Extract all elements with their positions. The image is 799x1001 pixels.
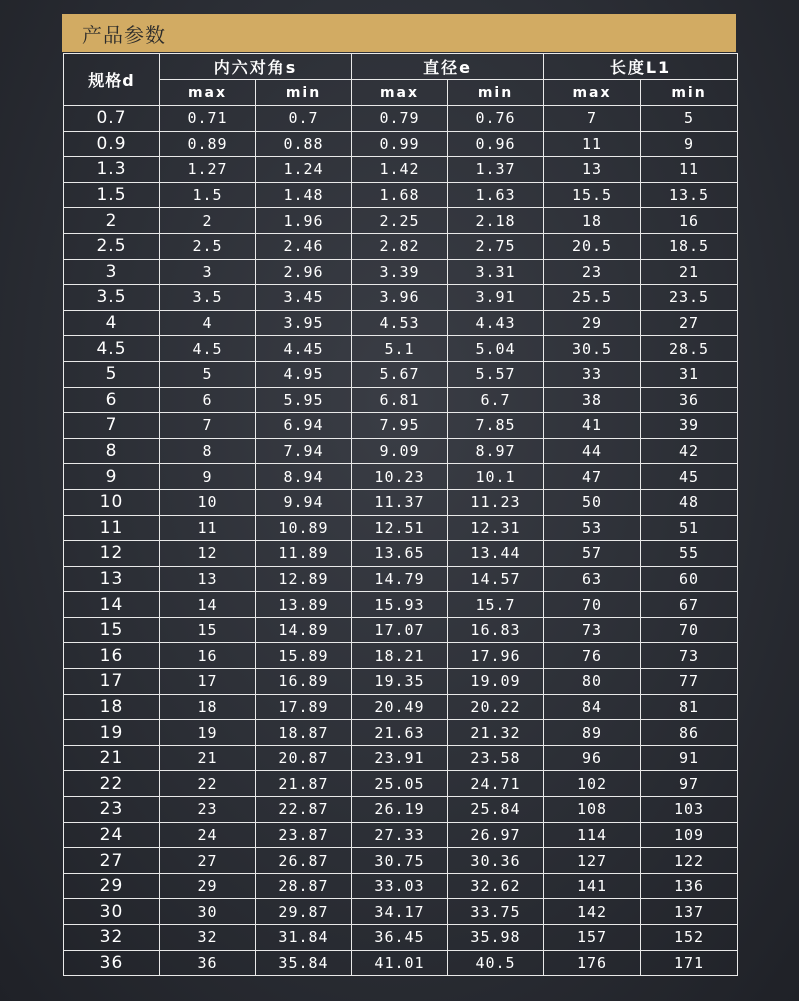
e-min-cell: 4.43 bbox=[448, 310, 544, 336]
l1-max-cell: 11 bbox=[544, 131, 641, 157]
s-min-cell: 21.87 bbox=[256, 771, 352, 797]
s-min-cell: 14.89 bbox=[256, 617, 352, 643]
table-row bbox=[64, 336, 738, 362]
s-max-cell: 36 bbox=[160, 950, 256, 976]
s-min-cell: 35.84 bbox=[256, 950, 352, 976]
s-max-cell: 3 bbox=[160, 259, 256, 285]
s-max-cell: 23 bbox=[160, 797, 256, 823]
spec-d-cell: 8 bbox=[64, 438, 160, 464]
e-max-cell: 41.01 bbox=[352, 950, 448, 976]
table-row bbox=[64, 208, 738, 234]
spec-d-cell: 10 bbox=[64, 489, 160, 515]
l1-min-cell: 103 bbox=[641, 797, 738, 823]
e-max-cell: 30.75 bbox=[352, 848, 448, 874]
spec-d-cell: 0.7 bbox=[64, 106, 160, 132]
e-max-cell: 11.37 bbox=[352, 489, 448, 515]
s-min-cell: 3.95 bbox=[256, 310, 352, 336]
e-max-cell: 0.99 bbox=[352, 131, 448, 157]
e-min-cell: 8.97 bbox=[448, 438, 544, 464]
spec-d-cell: 30 bbox=[64, 899, 160, 925]
e-min-cell: 0.76 bbox=[448, 106, 544, 132]
l1-min-cell: 55 bbox=[641, 541, 738, 567]
e-min-cell: 2.75 bbox=[448, 233, 544, 259]
e-max-cell: 1.68 bbox=[352, 182, 448, 208]
e-min-cell: 11.23 bbox=[448, 489, 544, 515]
subheader-max: max bbox=[544, 80, 641, 106]
l1-min-cell: 28.5 bbox=[641, 336, 738, 362]
l1-min-cell: 109 bbox=[641, 822, 738, 848]
s-max-cell: 0.89 bbox=[160, 131, 256, 157]
l1-min-cell: 51 bbox=[641, 515, 738, 541]
spec-header: 规格d bbox=[64, 54, 160, 106]
spec-d-cell: 13 bbox=[64, 566, 160, 592]
e-min-cell: 10.1 bbox=[448, 464, 544, 490]
header-row-groups bbox=[64, 54, 738, 80]
e-max-cell: 36.45 bbox=[352, 925, 448, 951]
header-row-subheaders bbox=[64, 80, 738, 106]
spec-d-cell: 14 bbox=[64, 592, 160, 618]
l1-max-cell: 33 bbox=[544, 361, 641, 387]
table-row bbox=[64, 848, 738, 874]
table-row bbox=[64, 797, 738, 823]
spec-d-cell: 9 bbox=[64, 464, 160, 490]
spec-d-cell: 0.9 bbox=[64, 131, 160, 157]
table-row bbox=[64, 464, 738, 490]
l1-max-cell: 44 bbox=[544, 438, 641, 464]
l1-max-cell: 141 bbox=[544, 873, 641, 899]
spec-d-cell: 22 bbox=[64, 771, 160, 797]
spec-d-cell: 29 bbox=[64, 873, 160, 899]
s-max-cell: 19 bbox=[160, 720, 256, 746]
l1-min-cell: 11 bbox=[641, 157, 738, 183]
spec-d-cell: 3 bbox=[64, 259, 160, 285]
s-max-cell: 5 bbox=[160, 361, 256, 387]
table-row bbox=[64, 489, 738, 515]
table-row bbox=[64, 720, 738, 746]
s-max-cell: 29 bbox=[160, 873, 256, 899]
s-min-cell: 26.87 bbox=[256, 848, 352, 874]
l1-min-cell: 18.5 bbox=[641, 233, 738, 259]
l1-min-cell: 77 bbox=[641, 669, 738, 695]
table-row bbox=[64, 515, 738, 541]
s-min-cell: 29.87 bbox=[256, 899, 352, 925]
e-max-cell: 2.82 bbox=[352, 233, 448, 259]
s-max-cell: 2.5 bbox=[160, 233, 256, 259]
l1-min-cell: 5 bbox=[641, 106, 738, 132]
e-min-cell: 12.31 bbox=[448, 515, 544, 541]
s-max-cell: 1.27 bbox=[160, 157, 256, 183]
spec-d-cell: 16 bbox=[64, 643, 160, 669]
s-max-cell: 2 bbox=[160, 208, 256, 234]
table-row bbox=[64, 233, 738, 259]
s-min-cell: 4.45 bbox=[256, 336, 352, 362]
spec-d-cell: 7 bbox=[64, 413, 160, 439]
spec-d-cell: 11 bbox=[64, 515, 160, 541]
e-min-cell: 1.63 bbox=[448, 182, 544, 208]
e-max-cell: 19.35 bbox=[352, 669, 448, 695]
l1-min-cell: 86 bbox=[641, 720, 738, 746]
spec-d-cell: 5 bbox=[64, 361, 160, 387]
table-row bbox=[64, 822, 738, 848]
l1-max-cell: 57 bbox=[544, 541, 641, 567]
l1-min-cell: 137 bbox=[641, 899, 738, 925]
s-max-cell: 12 bbox=[160, 541, 256, 567]
s-max-cell: 15 bbox=[160, 617, 256, 643]
e-max-cell: 26.19 bbox=[352, 797, 448, 823]
l1-min-cell: 136 bbox=[641, 873, 738, 899]
spec-d-cell: 4 bbox=[64, 310, 160, 336]
l1-max-cell: 89 bbox=[544, 720, 641, 746]
table-row bbox=[64, 361, 738, 387]
table-row bbox=[64, 310, 738, 336]
s-min-cell: 13.89 bbox=[256, 592, 352, 618]
subheader-max: max bbox=[160, 80, 256, 106]
l1-max-cell: 70 bbox=[544, 592, 641, 618]
s-max-cell: 30 bbox=[160, 899, 256, 925]
table-row bbox=[64, 592, 738, 618]
table-row bbox=[64, 643, 738, 669]
l1-min-cell: 9 bbox=[641, 131, 738, 157]
l1-max-cell: 63 bbox=[544, 566, 641, 592]
s-min-cell: 0.7 bbox=[256, 106, 352, 132]
s-max-cell: 1.5 bbox=[160, 182, 256, 208]
spec-d-cell: 1.5 bbox=[64, 182, 160, 208]
s-min-cell: 22.87 bbox=[256, 797, 352, 823]
spec-d-cell: 18 bbox=[64, 694, 160, 720]
l1-min-cell: 81 bbox=[641, 694, 738, 720]
subheader-min: min bbox=[448, 80, 544, 106]
spec-d-cell: 15 bbox=[64, 617, 160, 643]
s-min-cell: 16.89 bbox=[256, 669, 352, 695]
l1-min-cell: 122 bbox=[641, 848, 738, 874]
spec-d-cell: 12 bbox=[64, 541, 160, 567]
table-row bbox=[64, 157, 738, 183]
e-max-cell: 21.63 bbox=[352, 720, 448, 746]
l1-max-cell: 20.5 bbox=[544, 233, 641, 259]
l1-max-cell: 114 bbox=[544, 822, 641, 848]
s-max-cell: 4.5 bbox=[160, 336, 256, 362]
table-row bbox=[64, 669, 738, 695]
e-min-cell: 35.98 bbox=[448, 925, 544, 951]
e-min-cell: 19.09 bbox=[448, 669, 544, 695]
l1-max-cell: 41 bbox=[544, 413, 641, 439]
s-min-cell: 10.89 bbox=[256, 515, 352, 541]
spec-d-cell: 32 bbox=[64, 925, 160, 951]
e-max-cell: 5.67 bbox=[352, 361, 448, 387]
table-row bbox=[64, 694, 738, 720]
s-min-cell: 7.94 bbox=[256, 438, 352, 464]
l1-min-cell: 27 bbox=[641, 310, 738, 336]
s-min-cell: 1.48 bbox=[256, 182, 352, 208]
e-max-cell: 3.96 bbox=[352, 285, 448, 311]
table-row bbox=[64, 182, 738, 208]
table-row bbox=[64, 259, 738, 285]
table-row bbox=[64, 771, 738, 797]
l1-max-cell: 30.5 bbox=[544, 336, 641, 362]
l1-min-cell: 152 bbox=[641, 925, 738, 951]
e-min-cell: 2.18 bbox=[448, 208, 544, 234]
s-max-cell: 11 bbox=[160, 515, 256, 541]
subheader-min: min bbox=[641, 80, 738, 106]
l1-min-cell: 21 bbox=[641, 259, 738, 285]
e-max-cell: 34.17 bbox=[352, 899, 448, 925]
e-max-cell: 27.33 bbox=[352, 822, 448, 848]
s-max-cell: 24 bbox=[160, 822, 256, 848]
e-min-cell: 5.04 bbox=[448, 336, 544, 362]
s-min-cell: 23.87 bbox=[256, 822, 352, 848]
subheader-min: min bbox=[256, 80, 352, 106]
e-max-cell: 6.81 bbox=[352, 387, 448, 413]
e-min-cell: 3.31 bbox=[448, 259, 544, 285]
e-max-cell: 2.25 bbox=[352, 208, 448, 234]
e-min-cell: 20.22 bbox=[448, 694, 544, 720]
s-max-cell: 6 bbox=[160, 387, 256, 413]
e-max-cell: 9.09 bbox=[352, 438, 448, 464]
e-min-cell: 17.96 bbox=[448, 643, 544, 669]
e-min-cell: 15.7 bbox=[448, 592, 544, 618]
spec-d-cell: 24 bbox=[64, 822, 160, 848]
l1-max-cell: 108 bbox=[544, 797, 641, 823]
group-header-diameter: 直径e bbox=[352, 54, 544, 80]
s-max-cell: 8 bbox=[160, 438, 256, 464]
e-min-cell: 21.32 bbox=[448, 720, 544, 746]
s-max-cell: 0.71 bbox=[160, 106, 256, 132]
table-row bbox=[64, 873, 738, 899]
s-min-cell: 3.45 bbox=[256, 285, 352, 311]
l1-max-cell: 76 bbox=[544, 643, 641, 669]
e-max-cell: 1.42 bbox=[352, 157, 448, 183]
table-body bbox=[64, 106, 738, 976]
l1-min-cell: 39 bbox=[641, 413, 738, 439]
spec-d-cell: 19 bbox=[64, 720, 160, 746]
spec-d-cell: 23 bbox=[64, 797, 160, 823]
e-min-cell: 26.97 bbox=[448, 822, 544, 848]
l1-max-cell: 47 bbox=[544, 464, 641, 490]
e-max-cell: 18.21 bbox=[352, 643, 448, 669]
e-max-cell: 33.03 bbox=[352, 873, 448, 899]
l1-max-cell: 23 bbox=[544, 259, 641, 285]
e-max-cell: 0.79 bbox=[352, 106, 448, 132]
s-max-cell: 4 bbox=[160, 310, 256, 336]
l1-min-cell: 70 bbox=[641, 617, 738, 643]
s-max-cell: 9 bbox=[160, 464, 256, 490]
l1-min-cell: 60 bbox=[641, 566, 738, 592]
e-min-cell: 7.85 bbox=[448, 413, 544, 439]
e-max-cell: 13.65 bbox=[352, 541, 448, 567]
e-max-cell: 4.53 bbox=[352, 310, 448, 336]
l1-min-cell: 91 bbox=[641, 745, 738, 771]
s-min-cell: 5.95 bbox=[256, 387, 352, 413]
e-min-cell: 32.62 bbox=[448, 873, 544, 899]
table-row bbox=[64, 541, 738, 567]
l1-max-cell: 102 bbox=[544, 771, 641, 797]
s-max-cell: 17 bbox=[160, 669, 256, 695]
e-min-cell: 5.57 bbox=[448, 361, 544, 387]
table-row bbox=[64, 413, 738, 439]
s-min-cell: 1.96 bbox=[256, 208, 352, 234]
s-min-cell: 2.46 bbox=[256, 233, 352, 259]
e-min-cell: 23.58 bbox=[448, 745, 544, 771]
e-min-cell: 6.7 bbox=[448, 387, 544, 413]
l1-max-cell: 84 bbox=[544, 694, 641, 720]
l1-min-cell: 13.5 bbox=[641, 182, 738, 208]
s-min-cell: 1.24 bbox=[256, 157, 352, 183]
s-max-cell: 21 bbox=[160, 745, 256, 771]
e-min-cell: 25.84 bbox=[448, 797, 544, 823]
l1-min-cell: 23.5 bbox=[641, 285, 738, 311]
e-max-cell: 5.1 bbox=[352, 336, 448, 362]
s-max-cell: 14 bbox=[160, 592, 256, 618]
subheader-max: max bbox=[352, 80, 448, 106]
l1-min-cell: 48 bbox=[641, 489, 738, 515]
spec-d-cell: 4.5 bbox=[64, 336, 160, 362]
s-max-cell: 18 bbox=[160, 694, 256, 720]
table-row bbox=[64, 745, 738, 771]
group-header-length: 长度L1 bbox=[544, 54, 738, 80]
spec-d-cell: 2.5 bbox=[64, 233, 160, 259]
s-max-cell: 13 bbox=[160, 566, 256, 592]
s-min-cell: 9.94 bbox=[256, 489, 352, 515]
table-row bbox=[64, 617, 738, 643]
l1-max-cell: 176 bbox=[544, 950, 641, 976]
spec-d-cell: 36 bbox=[64, 950, 160, 976]
table-row bbox=[64, 438, 738, 464]
s-min-cell: 12.89 bbox=[256, 566, 352, 592]
table-row bbox=[64, 387, 738, 413]
l1-min-cell: 73 bbox=[641, 643, 738, 669]
e-max-cell: 23.91 bbox=[352, 745, 448, 771]
e-max-cell: 12.51 bbox=[352, 515, 448, 541]
l1-min-cell: 171 bbox=[641, 950, 738, 976]
s-min-cell: 15.89 bbox=[256, 643, 352, 669]
s-min-cell: 0.88 bbox=[256, 131, 352, 157]
l1-max-cell: 73 bbox=[544, 617, 641, 643]
s-min-cell: 17.89 bbox=[256, 694, 352, 720]
table-row bbox=[64, 285, 738, 311]
l1-min-cell: 31 bbox=[641, 361, 738, 387]
e-max-cell: 10.23 bbox=[352, 464, 448, 490]
s-min-cell: 8.94 bbox=[256, 464, 352, 490]
l1-max-cell: 38 bbox=[544, 387, 641, 413]
s-min-cell: 18.87 bbox=[256, 720, 352, 746]
l1-max-cell: 127 bbox=[544, 848, 641, 874]
table-row bbox=[64, 131, 738, 157]
s-max-cell: 27 bbox=[160, 848, 256, 874]
e-min-cell: 16.83 bbox=[448, 617, 544, 643]
s-min-cell: 6.94 bbox=[256, 413, 352, 439]
params-table bbox=[63, 53, 738, 976]
spec-d-cell: 6 bbox=[64, 387, 160, 413]
l1-max-cell: 29 bbox=[544, 310, 641, 336]
s-min-cell: 31.84 bbox=[256, 925, 352, 951]
s-min-cell: 2.96 bbox=[256, 259, 352, 285]
e-min-cell: 40.5 bbox=[448, 950, 544, 976]
s-max-cell: 3.5 bbox=[160, 285, 256, 311]
e-min-cell: 33.75 bbox=[448, 899, 544, 925]
l1-max-cell: 80 bbox=[544, 669, 641, 695]
e-min-cell: 0.96 bbox=[448, 131, 544, 157]
e-min-cell: 3.91 bbox=[448, 285, 544, 311]
l1-max-cell: 157 bbox=[544, 925, 641, 951]
title-bar bbox=[62, 14, 736, 52]
l1-max-cell: 142 bbox=[544, 899, 641, 925]
s-min-cell: 28.87 bbox=[256, 873, 352, 899]
e-min-cell: 30.36 bbox=[448, 848, 544, 874]
s-min-cell: 11.89 bbox=[256, 541, 352, 567]
l1-max-cell: 13 bbox=[544, 157, 641, 183]
s-min-cell: 4.95 bbox=[256, 361, 352, 387]
e-min-cell: 24.71 bbox=[448, 771, 544, 797]
l1-min-cell: 42 bbox=[641, 438, 738, 464]
table-row bbox=[64, 106, 738, 132]
s-max-cell: 22 bbox=[160, 771, 256, 797]
group-header-hex-across-corners: 内六对角s bbox=[160, 54, 352, 80]
e-max-cell: 3.39 bbox=[352, 259, 448, 285]
table-row bbox=[64, 950, 738, 976]
s-max-cell: 16 bbox=[160, 643, 256, 669]
l1-min-cell: 67 bbox=[641, 592, 738, 618]
l1-max-cell: 15.5 bbox=[544, 182, 641, 208]
e-min-cell: 1.37 bbox=[448, 157, 544, 183]
s-max-cell: 7 bbox=[160, 413, 256, 439]
spec-d-cell: 17 bbox=[64, 669, 160, 695]
l1-min-cell: 36 bbox=[641, 387, 738, 413]
spec-d-cell: 21 bbox=[64, 745, 160, 771]
e-max-cell: 15.93 bbox=[352, 592, 448, 618]
l1-min-cell: 45 bbox=[641, 464, 738, 490]
spec-d-cell: 3.5 bbox=[64, 285, 160, 311]
table-row bbox=[64, 566, 738, 592]
l1-max-cell: 96 bbox=[544, 745, 641, 771]
s-max-cell: 32 bbox=[160, 925, 256, 951]
e-max-cell: 17.07 bbox=[352, 617, 448, 643]
table-row bbox=[64, 925, 738, 951]
spec-d-cell: 2 bbox=[64, 208, 160, 234]
page-title: 产品参数 bbox=[82, 22, 166, 47]
l1-max-cell: 18 bbox=[544, 208, 641, 234]
l1-min-cell: 16 bbox=[641, 208, 738, 234]
e-max-cell: 25.05 bbox=[352, 771, 448, 797]
e-max-cell: 14.79 bbox=[352, 566, 448, 592]
e-min-cell: 13.44 bbox=[448, 541, 544, 567]
e-max-cell: 20.49 bbox=[352, 694, 448, 720]
s-max-cell: 10 bbox=[160, 489, 256, 515]
l1-max-cell: 25.5 bbox=[544, 285, 641, 311]
l1-max-cell: 53 bbox=[544, 515, 641, 541]
e-min-cell: 14.57 bbox=[448, 566, 544, 592]
l1-max-cell: 7 bbox=[544, 106, 641, 132]
s-min-cell: 20.87 bbox=[256, 745, 352, 771]
e-max-cell: 7.95 bbox=[352, 413, 448, 439]
table-row bbox=[64, 899, 738, 925]
spec-d-cell: 27 bbox=[64, 848, 160, 874]
l1-max-cell: 50 bbox=[544, 489, 641, 515]
l1-min-cell: 97 bbox=[641, 771, 738, 797]
spec-d-cell: 1.3 bbox=[64, 157, 160, 183]
